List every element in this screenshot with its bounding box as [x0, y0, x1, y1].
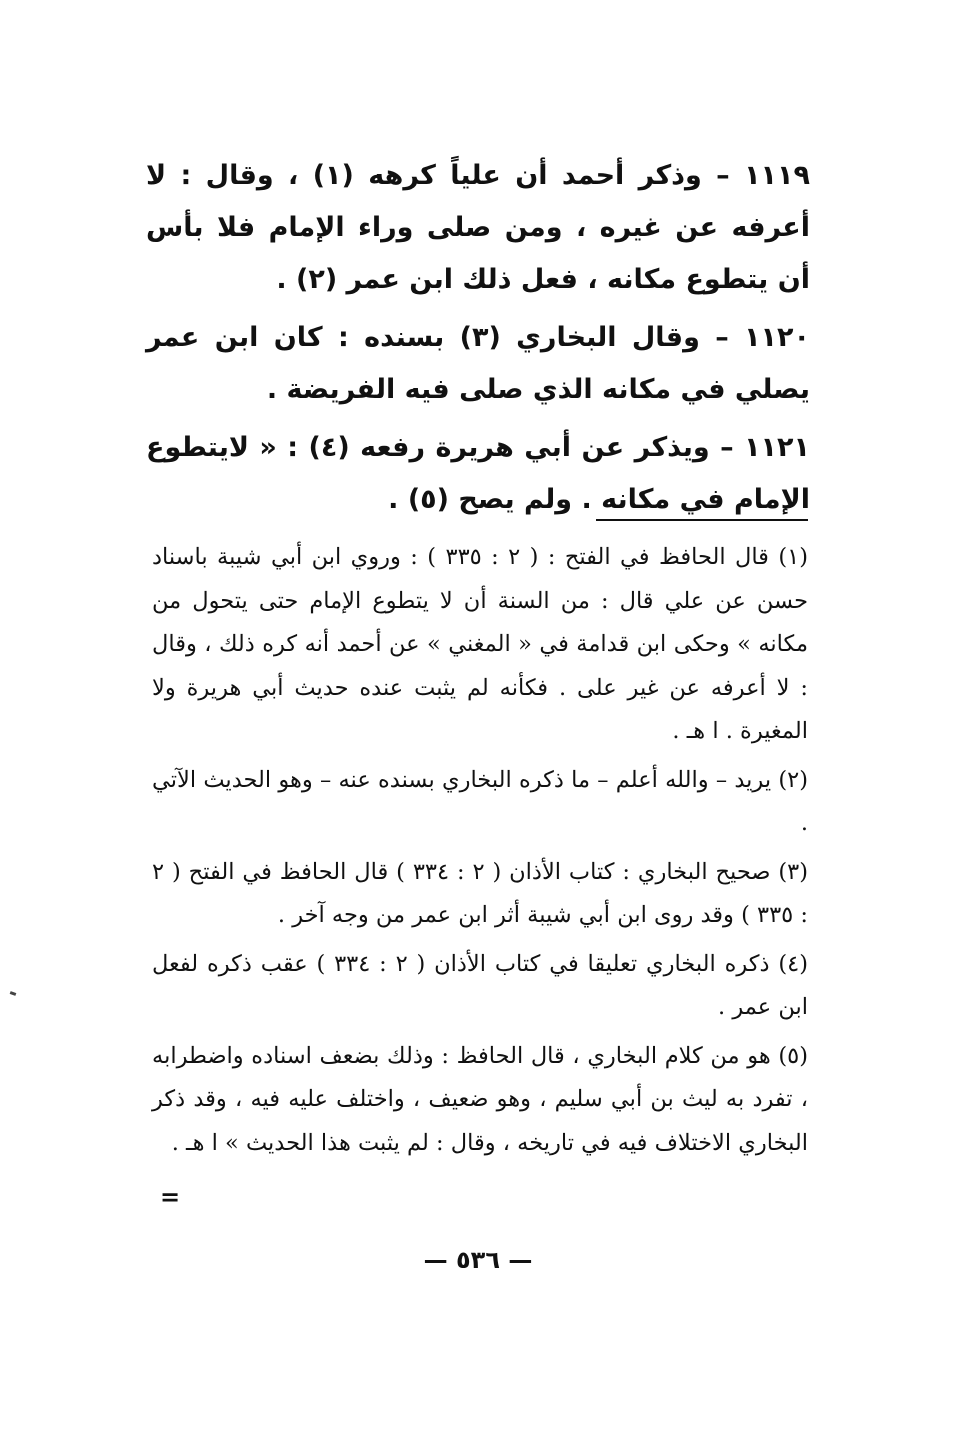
hadith-paragraph-1121: ١١٢١ – ويذكر عن أبي هريرة رفعه (٤) : « لايتطوع الإمام في مكانه . ولم يصح (٥) .: [146, 432, 810, 515]
footnote-separator: [596, 519, 808, 521]
scan-speck: [10, 991, 17, 996]
footnote-3: (٣) صحيح البخاري : كتاب الأذان ( ٢ : ٣٣٤ ) قال الحافظ في الفتح ( ٢ : ٣٣٥ ) وقد روى ابن أبي شيبة أثر ابن عمر من وجه آخر .: [152, 858, 809, 928]
footnote-2: (٢) يريد – والله أعلم – ما ذكره البخاري بسنده عنه – وهو الحديث الآتي .: [152, 766, 808, 836]
footnote-5: (٥) هو من كلام البخاري ، قال الحافظ : وذلك بضعف اسناده واضطرابه ، تفرد به ليث بن أبي سليم ، وهو ضعيف ، واختلف عليه فيه ، وقد ذكر البخاري الاختلاف فيه في تاريخه ، وقال : لم يثبت هذا الحديث » ا هـ .: [152, 1042, 808, 1156]
footnote-4: (٤) ذكره البخاري تعليقا في كتاب الأذان ( ٢ : ٣٣٤ ) عقب ذكره لفعل ابن عمر .: [152, 950, 808, 1020]
footnotes: [152, 536, 808, 1170]
page-number: — ٥٣٦ —: [423, 1246, 533, 1274]
main-text: [146, 150, 810, 532]
continuation-mark: =: [160, 1183, 181, 1211]
hadith-paragraph-1119: ١١١٩ – وذكر أحمد أن علياً كرهه (١) ، وقال : لا أعرفه عن غيره ، ومن صلى وراء الإمام فلا بأس أن يتطوع مكانه ، فعل ذلك ابن عمر (٢) .: [146, 160, 810, 295]
hadith-paragraph-1120: ١١٢٠ – وقال البخاري (٣) بسنده : كان ابن عمر يصلي في مكانه الذي صلى فيه الفريضة .: [146, 322, 810, 405]
footnote-1: (١) قال الحافظ في الفتح : ( ٢ : ٣٣٥ ) : وروي ابن أبي شيبة باسناد حسن عن علي قال : من السنة أن لا يتطوع الإمام حتى يتحول من مكانه » وحكى ابن قدامة في « المغني » عن أحمد أنه كره ذلك ، وقال : لا أعرفه عن غير على . فكأنه لم يثبت عنده حديث أبي هريرة ولا المغيرة . ا هـ .: [152, 544, 809, 744]
